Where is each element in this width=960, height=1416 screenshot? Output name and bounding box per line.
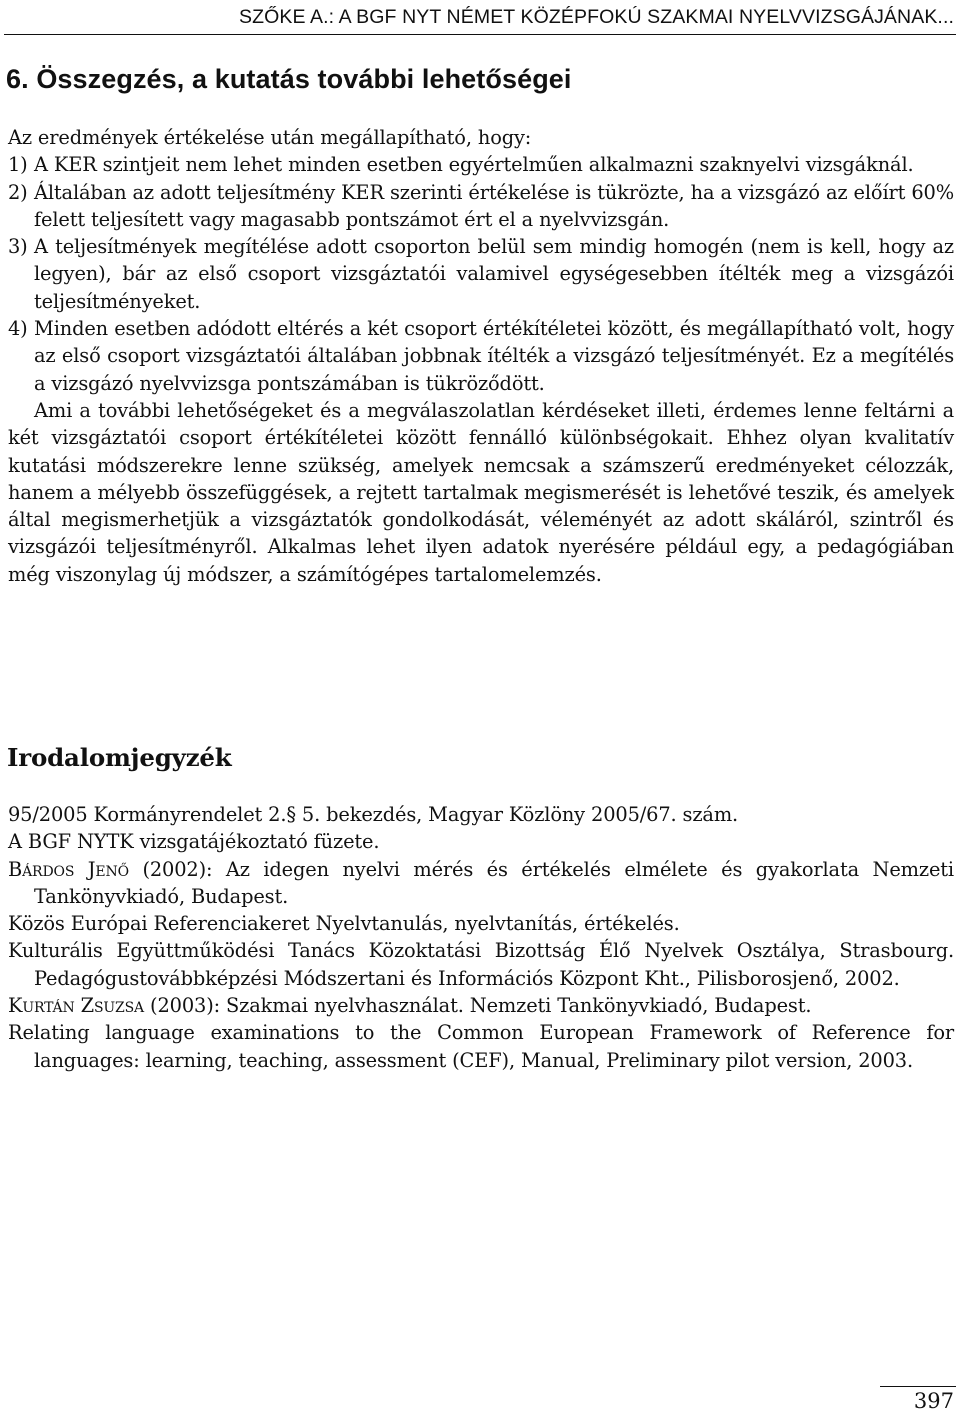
bibliography-entry [8, 828, 954, 855]
finding-text: Minden esetben adódott eltérés a két csoport értékítéletei között, és megállapítható volt, hogy az első csoport vizsgáztatói általában jobbnak ítélték a vizsgázó teljesítményét. Ez a megítélés a vizsgázó nyelvvizsga pontszámában is tükröződött. [34, 317, 954, 395]
finding-item [8, 315, 954, 397]
section-body [8, 124, 954, 588]
finding-item [8, 179, 954, 234]
entry-text: A BGF NYTK vizsgatájékoztató füzete. [8, 830, 380, 854]
entry-author: Kurtán Zsuzsa [8, 994, 145, 1018]
bibliography-entry [8, 1019, 954, 1074]
findings-list [8, 151, 954, 397]
finding-item [8, 151, 954, 178]
entry-text: Kulturális Együttműködési Tanács Közoktatási Bizottság Élő Nyelvek Osztálya, Strasbourg. Pedagógustovábbképzési Módszertani és Információs Központ Kht., Pilisborosjenő, 2002. [8, 939, 954, 990]
bibliography-entry [8, 801, 954, 828]
entry-text: (2002): Az idegen nyelvi mérés és értékelés elmélete és gyakorlata Nemzeti Tankönyvkiadó, Budapest. [34, 857, 954, 908]
intro-paragraph: Az eredmények értékelése után megállapítható, hogy: [8, 126, 532, 149]
finding-number: 2) [8, 180, 28, 204]
bibliography-list [8, 801, 954, 1074]
finding-text: Általában az adott teljesítmény KER szerinti értékelése is tükrözte, ha a vizsgázó az előírt 60% felett teljesített vagy magasabb pontszámot ért el a nyelvvizsgán. [34, 180, 954, 231]
finding-number: 4) [8, 317, 28, 341]
finding-item [8, 233, 954, 315]
bibliography-entry [8, 856, 954, 911]
entry-text: 95/2005 Kormányrendelet 2.§ 5. bekezdés, Magyar Közlöny 2005/67. szám. [8, 803, 739, 826]
entry-text: Relating language examinations to the Common European Framework of Reference for languages: learning, teaching, assessment (CEF), Manual, Preliminary pilot version, 2003. [8, 1021, 954, 1072]
bibliography-entry [8, 937, 954, 992]
entry-text: Közös Európai Referenciakeret Nyelvtanulás, nyelvtanítás, értékelés. [8, 912, 680, 936]
entry-text: (2003): Szakmai nyelvhasználat. Nemzeti Tankönyvkiadó, Budapest. [144, 994, 812, 1018]
bibliography-title: Irodalomjegyzék [7, 743, 232, 772]
page-number: 397 [913, 1389, 954, 1413]
bibliography-entry [8, 992, 954, 1019]
footer-rule [880, 1386, 956, 1387]
header-rule [4, 34, 956, 35]
finding-number: 3) [8, 235, 28, 259]
bibliography-entry [8, 910, 954, 937]
finding-number: 1) [8, 153, 28, 177]
section-title: 6. Összegzés, a kutatás további lehetőségei [6, 64, 572, 94]
finding-text: A KER szintjeit nem lehet minden esetben egyértelműen alkalmazni szaknyelvi vizsgáknál. [34, 153, 914, 177]
outlook-paragraph: Ami a további lehetőségeket és a megválaszolatlan kérdéseket illeti, érdemes lenne feltárni a két vizsgáztatói csoport értékítéletei között fennálló különbségokait. Ehhez olyan kvalitatív kutatási módszerekre lenne szükség, amelyek nemcsak a számszerű eredményeket célozzák, hanem a mélyebb összefüggések, a rejtett tartalmak megismerését is lehetővé teszik, és amelyek által megismerhetjük a vizsgáztatók gondolkodását, véleményét az adott skáláról, szintről és vizsgázói teljesítményről. Alkalmas lehet ilyen adatok nyerésére például egy, a pedagógiában még viszonylag új módszer, a számítógépes tartalomelemzés. [8, 398, 954, 586]
running-header: SZŐKE A.: A BGF NYT NÉMET KÖZÉPFOKÚ SZAKMAI NYELVVIZSGÁJÁNAK... [239, 6, 954, 28]
entry-author: Bárdos Jenő [8, 857, 129, 881]
finding-text: A teljesítmények megítélése adott csoporton belül sem mindig homogén (nem is kell, hogy az legyen), bár az első csoport vizsgáztatói valamivel egységesebben ítélték meg a vizsgázói teljesítményeket. [34, 235, 954, 313]
